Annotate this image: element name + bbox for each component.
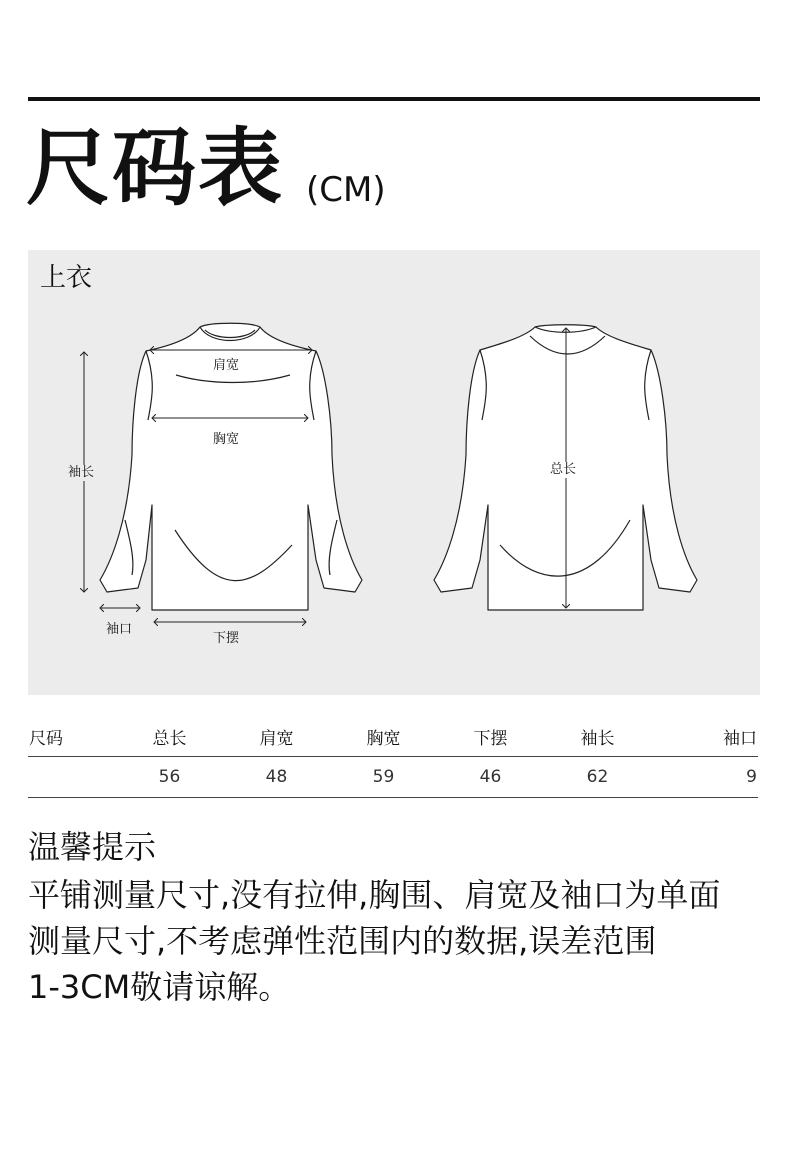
column-header: 总长 (152, 728, 187, 749)
column-header: 胸宽 (366, 728, 401, 749)
table-cell: 9 (746, 767, 757, 787)
page-title: 尺码表 (26, 119, 285, 217)
unit-label: (CM) (306, 170, 386, 210)
table-cell: 62 (586, 767, 609, 787)
total-length-label: 总长 (550, 462, 577, 477)
table-cell: 48 (265, 767, 288, 787)
column-header: 袖口 (723, 728, 757, 749)
table-cell: 46 (479, 767, 502, 787)
table-cell: 59 (372, 767, 395, 787)
column-header: 下摆 (473, 728, 508, 749)
notes-line: 测量尺寸,不考虑弹性范围内的数据,误差范围 (28, 922, 657, 960)
hem-label: 下摆 (213, 631, 240, 646)
sleeve-length-label: 袖长 (68, 465, 95, 480)
notes-line: 1-3CM敬请谅解。 (28, 968, 291, 1006)
table-cell (28, 757, 116, 798)
table-row (28, 757, 758, 798)
shoulder-width-label: 肩宽 (213, 358, 240, 373)
notes-title: 温馨提示 (28, 828, 157, 866)
table-cell: 56 (158, 767, 181, 787)
diagram-section-label: 上衣 (40, 263, 93, 293)
column-header: 袖长 (580, 728, 615, 749)
chest-width-label: 胸宽 (213, 432, 240, 447)
notes-body (28, 872, 768, 1010)
notes-line: 平铺测量尺寸,没有拉伸,胸围、肩宽及袖口为单面 (28, 876, 721, 914)
cuff-label: 袖口 (106, 622, 133, 637)
size-table (28, 716, 758, 798)
column-header: 尺码 (29, 728, 63, 749)
column-header: 肩宽 (259, 728, 294, 749)
table-header-row (28, 716, 758, 757)
